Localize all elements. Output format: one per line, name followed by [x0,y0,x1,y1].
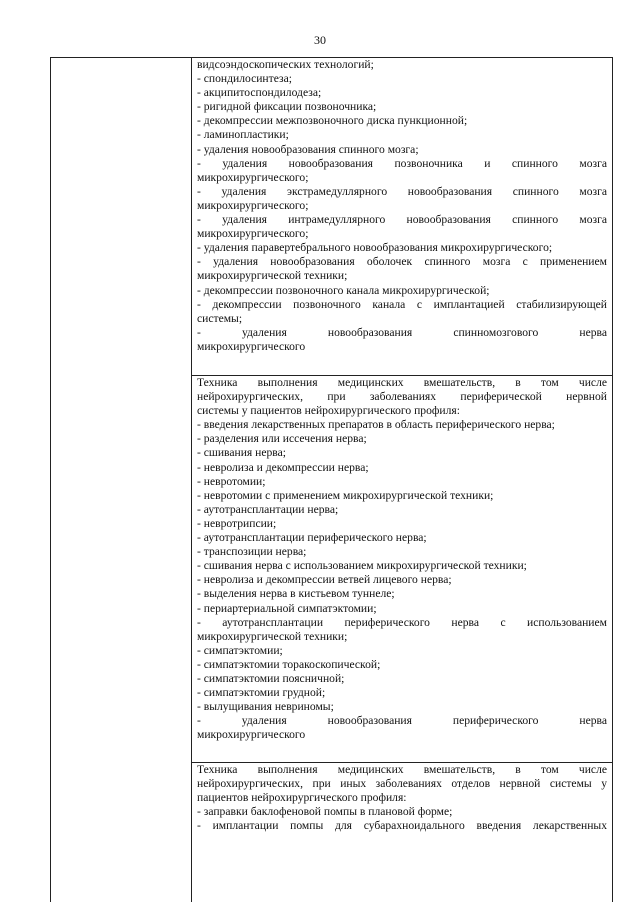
text-line: - симпатэктомии поясничной; [197,671,345,685]
text-line: - удаления новообразования спинномозгового нерва [197,325,607,339]
text-line: микрохирургической техники; [197,629,348,643]
text-line: пациентов нейрохирургического профиля: [197,791,407,805]
text-line: микрохирургического; [197,198,309,212]
text-line: системы; [197,311,243,325]
text-line: - разделения или иссечения нерва; [197,432,367,446]
text-line: - сшивания нерва с использованием микрохирургической техники; [197,559,527,573]
text-line: - удаления экстрамедуллярного новообразования спинного мозга [197,184,607,198]
text-line: - невротомии; [197,474,266,488]
text-line: - удаления новообразования оболочек спинного мозга с применением [197,255,607,269]
text-line: - сшивания нерва; [197,446,286,460]
table-cell-spinal-surgery [192,58,612,375]
text-line: нейрохирургических, при заболеваниях периферической нервной [197,390,607,404]
text-line: микрохирургического [197,728,306,742]
content-column [192,58,612,902]
text-line: - симпатэктомии; [197,643,283,657]
text-line: - декомпрессии позвоночного канала с имплантацией стабилизирующей [197,297,607,311]
table-cell-other-disorders [192,762,612,903]
text-line: микрохирургического; [197,170,309,184]
text-line: - ригидной фиксации позвоночника; [197,100,377,114]
text-line: - невротрипсии; [197,516,277,530]
text-line: Техника выполнения медицинских вмешательств, в том числе [197,763,607,776]
text-line: - удаления интрамедуллярного новообразования спинного мозга [197,213,607,227]
text-line: - выделения нерва в кистьевом туннеле; [197,587,395,601]
page-number: 30 [314,33,326,47]
text-line: системы у пациентов нейрохирургического профиля: [197,404,460,418]
text-line: Техника выполнения медицинских вмешательств, в том числе [197,376,607,389]
text-line: - декомпрессии межпозвоночного диска пункционной; [197,114,468,128]
text-line: - введения лекарственных препаратов в область периферического нерва; [197,418,555,432]
text-line: - аутотрансплантации периферического нерва с использованием [197,615,607,629]
text-line: - транспозиции нерва; [197,545,307,559]
text-line: - невролиза и декомпрессии ветвей лицевого нерва; [197,573,452,587]
text-line: - удаления новообразования спинного мозга; [197,142,419,156]
text-line: - акципитоспондилодеза; [197,86,322,100]
text-line: - вылущивания невриномы; [197,700,334,714]
text-line: - удаления новообразования периферического нерва [197,714,607,728]
text-line: - заправки баклофеновой помпы в плановой форме; [197,805,453,819]
text-line: - удаления новообразования позвоночника и спинного мозга [197,156,607,170]
text-line: микрохирургической техники; [197,269,348,283]
text-line: - симпатэктомии грудной; [197,686,326,700]
text-line: - имплантации помпы для субарахноидального введения лекарственных [197,819,607,833]
text-line: - декомпрессии позвоночного канала микрохирургической; [197,283,490,297]
table-cell-peripheral-nerves [192,375,612,762]
text-line: - аутотрансплантации нерва; [197,502,339,516]
text-line: - спондилосинтеза; [197,72,292,86]
requirements-table [50,57,613,902]
text-line: нейрохирургических, при иных заболеваниях отделов нервной системы у [197,777,607,791]
text-line: микрохирургического [197,339,306,353]
text-line: - невротомии с применением микрохирургической техники; [197,488,494,502]
text-line: микрохирургического; [197,227,309,241]
text-line: - невролиза и декомпрессии нерва; [197,460,369,474]
text-line: - аутотрансплантации периферического нерва; [197,531,427,545]
text-line: - периартериальной симпатэктомии; [197,601,377,615]
text-line: - симпатэктомии торакоскопической; [197,657,381,671]
text-line: - ламинопластики; [197,128,289,142]
text-line: видсоэндоскопических технологий; [197,58,374,71]
text-line: - удаления паравертебрального новообразования микрохирургического; [197,241,553,255]
